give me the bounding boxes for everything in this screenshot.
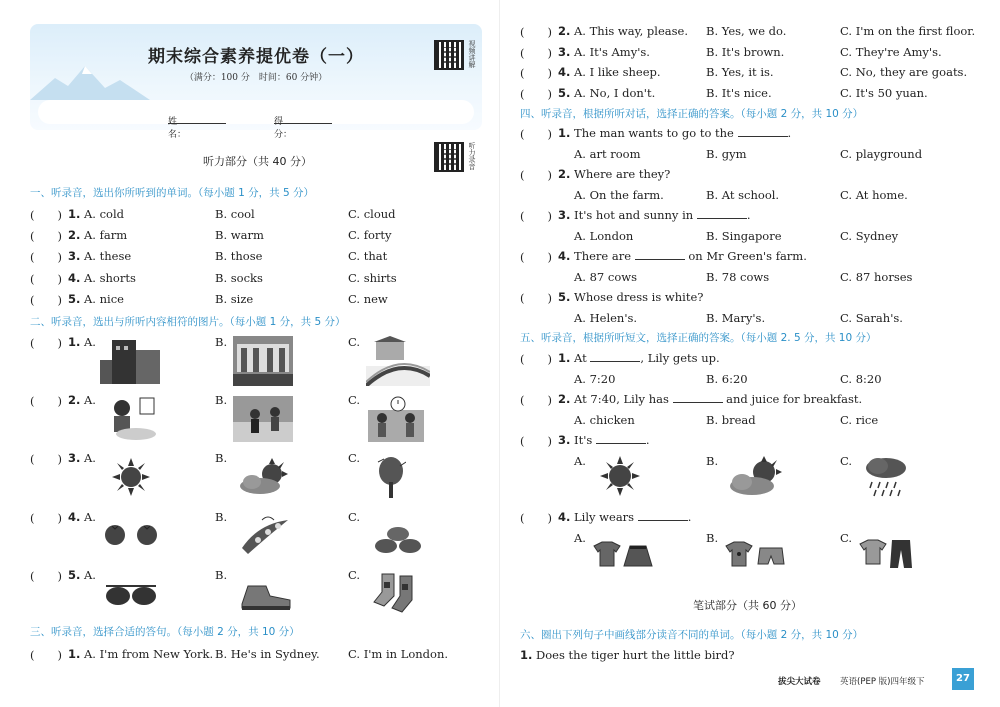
answer-paren[interactable]: ( ) [30,336,62,350]
item-number: 1. [520,648,533,662]
score-blank[interactable] [274,114,332,124]
answer-blank[interactable] [590,352,640,362]
potatoes-icon[interactable] [372,524,424,554]
option-a[interactable]: A. It's Amy's. [574,45,650,59]
option-c[interactable]: C. [348,568,361,582]
question-text: At [574,351,587,365]
option-a[interactable]: A. On the farm. [574,188,664,202]
option-c[interactable]: C. playground [840,147,923,161]
section-2-heading: 二、听录音，选出与所听内容相符的图片。（每小题 1 分，共 5 分） [30,316,346,328]
option-a[interactable]: A. chicken [574,413,635,427]
qr-code-video[interactable] [434,40,464,70]
answer-blank[interactable] [673,393,723,403]
name-score-bar [38,100,474,140]
answer-blank[interactable] [635,250,685,260]
header-banner [30,24,482,140]
page-fold [499,0,500,707]
question-text-end: . [787,126,792,140]
option-b[interactable]: B. gym [706,147,747,161]
option-b[interactable]: B. bread [706,413,756,427]
answer-paren[interactable]: ( ) [520,511,552,525]
option-a[interactable]: A. farm [84,228,128,242]
option-a[interactable]: A. art room [574,147,641,161]
tree-wind-icon[interactable] [376,456,406,498]
shirt-pants-icon[interactable] [858,538,914,570]
item-number: 1. [68,335,81,349]
option-b[interactable]: B. warm [215,228,264,242]
answer-paren[interactable]: ( ) [520,291,552,305]
option-c[interactable]: C. shirts [348,271,397,285]
sentence-text[interactable]: Does the tiger hurt the little bird? [536,648,735,662]
gate-image[interactable] [233,336,293,386]
answer-paren[interactable]: ( ) [30,293,62,307]
option-a[interactable]: A. This way, please. [574,24,688,38]
option-b[interactable]: B. [215,510,228,524]
shirt-shorts-icon[interactable] [724,540,786,568]
question-text: Whose dress is white? [574,290,704,304]
option-c[interactable]: C. rice [840,413,879,427]
option-a[interactable]: A. cold [84,207,125,221]
answer-paren[interactable]: ( ) [520,393,552,407]
option-c[interactable]: C. No, they are goats. [840,65,968,79]
option-c[interactable]: C. [348,335,361,349]
green-beans-icon[interactable] [238,514,292,556]
option-a[interactable]: A. [84,451,96,465]
answer-blank[interactable] [697,209,747,219]
section-6-heading: 六、圈出下列句子中画线部分读音不同的单词。（每小题 2 分，共 10 分） [520,629,864,641]
option-c[interactable]: C. forty [348,228,392,242]
question-text: At 7:40, Lily has [574,392,669,406]
question-text-end: . [746,208,751,222]
option-a[interactable]: A. these [84,249,132,263]
item-number: 2. [68,393,81,407]
answer-paren[interactable]: ( ) [520,209,552,223]
answer-paren[interactable]: ( ) [30,229,62,243]
tshirt-skirt-icon[interactable] [592,540,654,568]
page-subtitle: （满分：100 分 时间：60 分钟） [184,73,328,83]
option-b[interactable]: B. [706,454,719,468]
option-b[interactable]: B. Yes, it is. [706,65,774,79]
item-number: 3. [558,208,571,222]
option-c[interactable]: C. Sarah's. [840,311,903,325]
option-c[interactable]: C. [840,531,853,545]
name-blank[interactable] [168,114,226,124]
answer-blank[interactable] [638,511,688,521]
answer-paren[interactable]: ( ) [30,208,62,222]
item-number: 3. [68,451,81,465]
answer-paren[interactable]: ( ) [30,569,62,583]
section-4-heading: 四、听录音，根据所听对话，选择正确的答案。（每小题 2 分，共 10 分） [520,108,864,120]
question-text: The man wants to go to the [574,126,734,140]
option-a[interactable]: A. [574,531,586,545]
answer-paren[interactable]: ( ) [520,46,552,60]
answer-blank[interactable] [596,434,646,444]
buildings-image[interactable] [100,336,162,386]
score-label: 得分： [274,117,293,140]
item-number: 2. [68,228,81,242]
question-text: There are [574,249,632,263]
section-3-heading: 三、听录音，选择合适的答句。（每小题 2 分，共 10 分） [30,626,300,638]
option-b[interactable]: B. Yes, we do. [706,24,787,38]
item-number: 3. [558,433,571,447]
answer-paren[interactable]: ( ) [520,25,552,39]
option-b[interactable]: B. He's in Sydney. [215,647,320,661]
footer-brand: 拔尖大试卷 [778,677,821,687]
option-c[interactable]: C. Sydney [840,229,899,243]
option-b[interactable]: B. size [215,292,254,306]
option-c[interactable]: C. It's 50 yuan. [840,86,928,100]
item-number: 5. [68,568,81,582]
qr-code-audio[interactable] [434,142,464,172]
item-number: 4. [68,271,81,285]
answer-blank[interactable] [738,127,788,137]
sun-icon[interactable] [112,458,150,496]
option-b[interactable]: B. [215,335,228,349]
option-b[interactable]: B. [706,531,719,545]
qr-label-video: 视频讲解 [468,40,476,68]
item-number: 3. [68,249,81,263]
answer-paren[interactable]: ( ) [520,168,552,182]
option-c[interactable]: C. [348,451,361,465]
option-c[interactable]: C. They're Amy's. [840,45,942,59]
option-b[interactable]: B. 78 cows [706,270,770,284]
item-number: 4. [68,510,81,524]
option-c[interactable]: C. I'm on the first floor. [840,24,976,38]
footer-book: 英语(PEP 版)四年级下 [840,677,925,687]
answer-paren[interactable]: ( ) [30,394,62,408]
option-c[interactable]: C. cloud [348,207,396,221]
option-c[interactable]: C. [840,454,853,468]
option-c[interactable]: C. 8:20 [840,372,882,386]
shoes-icon[interactable] [240,574,294,612]
answer-paren[interactable]: ( ) [520,434,552,448]
item-number: 5. [68,292,81,306]
option-b[interactable]: B. [215,451,228,465]
answer-paren[interactable]: ( ) [30,272,62,286]
sunny-icon[interactable] [600,456,640,496]
option-a[interactable]: A. [574,454,586,468]
question-text-end: , Lily gets up. [640,351,720,365]
option-b[interactable]: B. [215,568,228,582]
item-number: 1. [558,126,571,140]
option-c[interactable]: C. [348,510,361,524]
question-text: It's [574,433,593,447]
item-number: 1. [68,647,81,661]
question-text: Where are they? [574,167,671,181]
option-c[interactable]: C. [348,393,361,407]
item-number: 4. [558,249,571,263]
girl-eating-image[interactable] [104,396,158,442]
sunglasses-icon[interactable] [104,580,158,610]
option-c[interactable]: C. At home. [840,188,908,202]
option-b[interactable]: B. It's brown. [706,45,785,59]
item-number: 5. [558,290,571,304]
playground-image[interactable] [366,336,430,386]
answer-paren[interactable]: ( ) [30,452,62,466]
option-b[interactable]: B. socks [215,271,263,285]
answer-paren[interactable]: ( ) [30,250,62,264]
option-c[interactable]: C. new [348,292,388,306]
option-c[interactable]: C. I'm in London. [348,647,449,661]
option-b[interactable]: B. [215,393,228,407]
option-a[interactable]: A. No, I don't. [574,86,656,100]
option-b[interactable]: B. It's nice. [706,86,772,100]
option-c[interactable]: C. 87 horses [840,270,913,284]
item-number: 2. [558,392,571,406]
option-a[interactable]: A. I like sheep. [574,65,661,79]
option-b[interactable]: B. 6:20 [706,372,748,386]
option-a[interactable]: A. [84,510,96,524]
option-b[interactable]: B. those [215,249,263,263]
answer-paren[interactable]: ( ) [520,352,552,366]
writing-part-title: 笔试部分（共 60 分） [693,599,802,612]
option-c[interactable]: C. that [348,249,388,263]
answer-paren[interactable]: ( ) [30,511,62,525]
listening-part-title: 听力部分（共 40 分） [203,155,312,168]
answer-paren[interactable]: ( ) [520,87,552,101]
option-b[interactable]: B. At school. [706,188,780,202]
item-number: 3. [558,45,571,59]
item-number: 5. [558,86,571,100]
section-5-heading: 五、听录音，根据所听短文，选择正确的答案。（每小题 2. 5 分，共 10 分） [520,332,877,344]
question-text-end: . [645,433,650,447]
question-text-end: . [687,510,692,524]
option-a[interactable]: A. [84,335,96,349]
sun-cloud-icon[interactable] [238,458,294,496]
question-text: Lily wears [574,510,635,524]
rainy-icon[interactable] [864,456,908,498]
question-text: It's hot and sunny in [574,208,694,222]
page-number: 27 [952,668,974,690]
children-school-image[interactable] [233,396,293,442]
item-number: 2. [558,24,571,38]
item-number: 1. [558,351,571,365]
option-b[interactable]: B. Singapore [706,229,782,243]
option-a[interactable]: A. [84,568,96,582]
option-a[interactable]: A. 87 cows [574,270,638,284]
item-number: 4. [558,510,571,524]
cloudy-icon[interactable] [728,456,786,496]
option-a[interactable]: A. Helen's. [574,311,638,325]
option-a[interactable]: A. shorts [84,271,136,285]
answer-paren[interactable]: ( ) [30,648,62,662]
item-number: 1. [68,207,81,221]
question-text-end: and juice for breakfast. [726,392,863,406]
option-a[interactable]: A. I'm from New York. [84,647,214,661]
children-clock-image[interactable] [368,396,424,442]
socks-icon[interactable] [372,572,420,614]
option-b[interactable]: B. cool [215,207,255,221]
item-number: 4. [558,65,571,79]
page-title: 期末综合素养提优卷（一） [148,47,364,67]
option-b[interactable]: B. Mary's. [706,311,766,325]
answer-paren[interactable]: ( ) [520,66,552,80]
question-text-end: on Mr Green's farm. [688,249,807,263]
option-a[interactable]: A. nice [84,292,124,306]
option-a[interactable]: A. 7:20 [574,372,616,386]
option-a[interactable]: A. [84,393,96,407]
answer-paren[interactable]: ( ) [520,127,552,141]
item-number: 2. [558,167,571,181]
option-a[interactable]: A. London [574,229,634,243]
tomatoes-icon[interactable] [104,524,160,546]
qr-label-audio: 听力录音 [468,142,476,170]
name-label: 姓名： [168,117,187,140]
answer-paren[interactable]: ( ) [520,250,552,264]
section-1-heading: 一、听录音，选出你所听到的单词。（每小题 1 分，共 5 分） [30,187,314,199]
